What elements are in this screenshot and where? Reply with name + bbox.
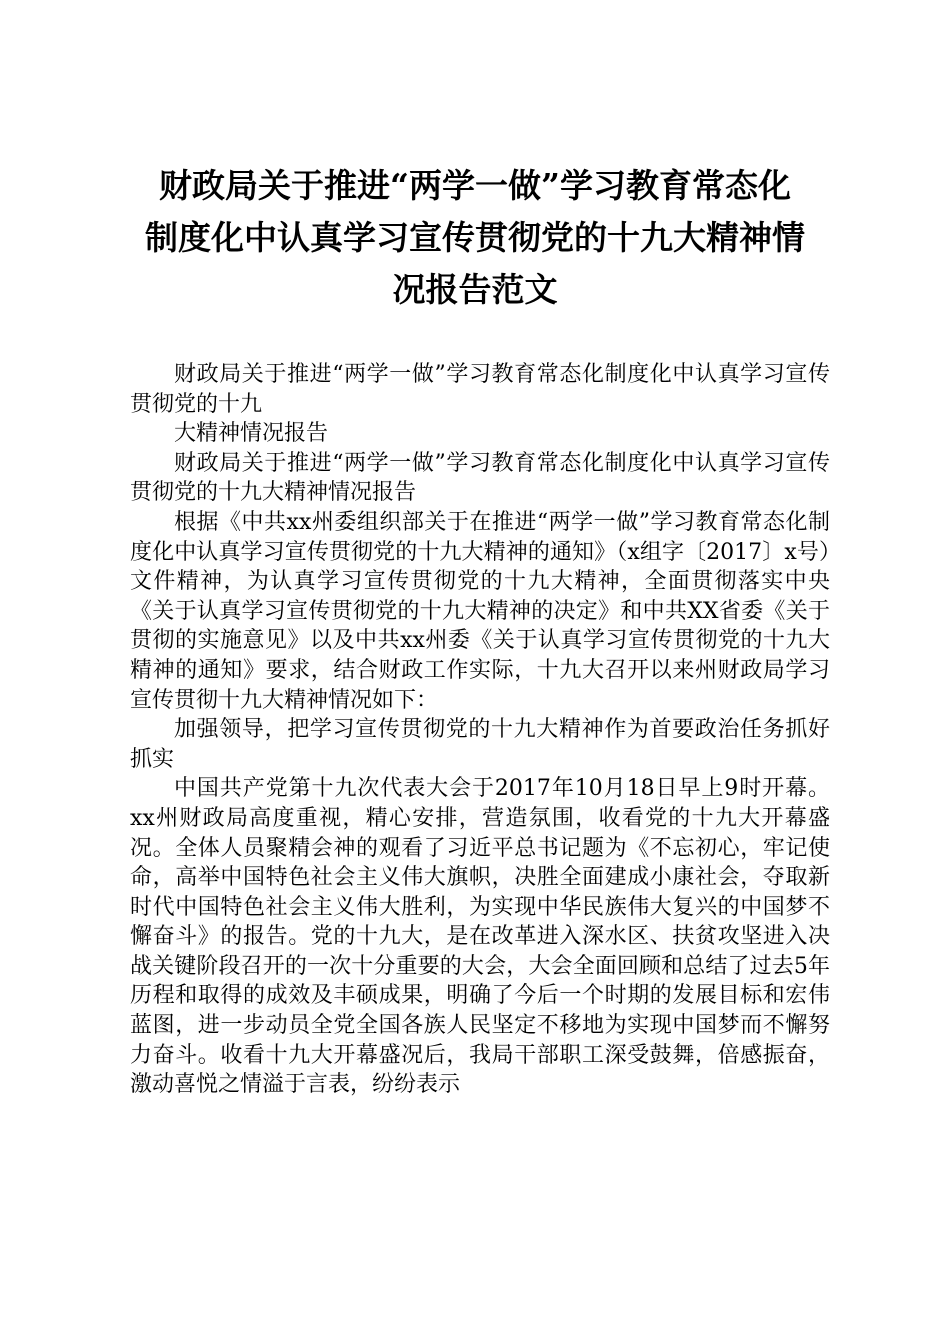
document-body <box>130 360 830 1100</box>
document-title <box>110 160 840 316</box>
title-line-1: 财政局关于推进“两学一做”学习教育常态化 <box>159 166 791 205</box>
paragraph-1: 财政局关于推进“两学一做”学习教育常态化制度化中认真学习宣传贯彻党的十九 <box>130 362 830 417</box>
paragraph-3: 财政局关于推进“两学一做”学习教育常态化制度化中认真学习宣传贯彻党的十九大精神情况报告 <box>130 450 830 506</box>
title-line-3: 况报告范文 <box>392 270 558 309</box>
paragraph-4: 根据《中共xx州委组织部关于在推进“两学一做”学习教育常态化制度化中认真学习宣传贯彻党的十九大精神的通知》（x组字〔2017〕x号）文件精神，为认真学习宣传贯彻党的十九大精神，全面贯彻落实中央《关于认真学习宣传贯彻党的十九大精神的决定》和中共XX省委《关于贯彻的实施意见》以及中共xx州委《关于认真学习宣传贯彻党的十九大精神的通知》要求，结合财政工作实际，十九大召开以来州财政局学习宣传贯彻十九大精神情况如下： <box>130 509 830 713</box>
paragraph-5: 中国共产党第十九次代表大会于2017年10月18日早上9时开幕。xx州财政局高度重视，精心安排，营造氛围，收看党的十九大开幕盛况。全体人员聚精会神的观看了习近平总书记题为《不忘初心，牢记使命，高举中国特色社会主义伟大旗帜，决胜全面建成小康社会，夺取新时代中国特色社会主义伟大胜利，为实现中华民族伟大复兴的中国梦不懈奋斗》的报告。党的十九大，是在改革进入深水区、扶贫攻坚进入决战关键阶段召开的一次十分重要的大会，大会全面回顾和总结了过去5年历程和取得的成效及丰硕成果，明确了今后一个时期的发展目标和宏伟蓝图，进一步动员全党全国各族人民坚定不移地为实现中国梦而不懈努力奋斗。收看十九大开幕盛况后，我局干部职工深受鼓舞，倍感振奋，激动喜悦之情溢于言表，纷纷表示 <box>130 776 830 1098</box>
title-line-2: 制度化中认真学习宣传贯彻党的十九大精神情 <box>145 218 805 257</box>
paragraph-2: 大精神情况报告 <box>174 421 329 447</box>
section-heading: 加强领导，把学习宣传贯彻党的十九大精神作为首要政治任务抓好抓实 <box>130 717 830 772</box>
